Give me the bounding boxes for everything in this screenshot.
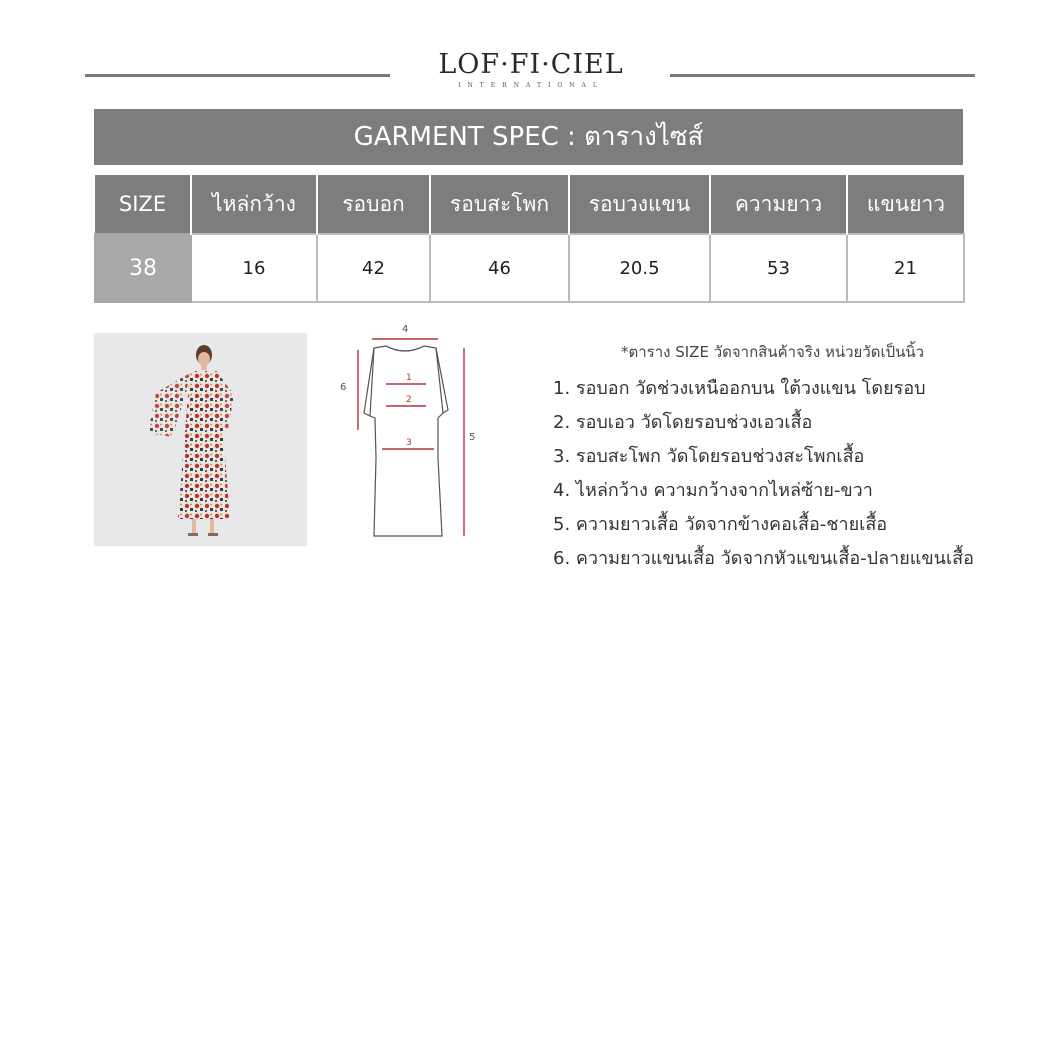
brand-logo (420, 50, 642, 89)
cell-length: 53 (710, 234, 847, 302)
column-header-armhole: รอบวงแขน (569, 175, 710, 234)
table-row (95, 234, 964, 302)
header-rule-right (670, 74, 975, 77)
note-item-waist: 2. รอบเอว วัดโดยรอบช่วงเอวเสื้อ (553, 412, 813, 433)
product-photo (94, 333, 307, 546)
diagram-label-6: 6 (340, 382, 347, 393)
measurement-diagram (330, 318, 490, 548)
cell-hip: 46 (430, 234, 569, 302)
model-illustration (94, 333, 307, 546)
diagram-label-5: 5 (469, 432, 476, 443)
note-item-length: 5. ความยาวเสื้อ วัดจากข้างคอเสื้อ-ชายเสื้อ (553, 514, 888, 535)
diagram-label-1: 1 (406, 373, 412, 383)
diagram-label-4: 4 (402, 324, 409, 335)
cell-armhole: 20.5 (569, 234, 710, 302)
cell-chest: 42 (317, 234, 430, 302)
size-table (94, 175, 965, 303)
column-header-length: ความยาว (710, 175, 847, 234)
notes-header: *ตาราง SIZE วัดจากสินค้าจริง หน่วยวัดเป็นนิ้ว (621, 343, 925, 361)
cell-shoulder: 16 (191, 234, 317, 302)
column-header-hip: รอบสะโพก (430, 175, 569, 234)
table-header-row (95, 175, 964, 234)
cell-size: 38 (95, 234, 191, 302)
header-rule-left (85, 74, 390, 77)
note-item-sleeve: 6. ความยาวแขนเสื้อ วัดจากหัวแขนเสื้อ-ปลายแขนเสื้อ (553, 548, 974, 569)
note-item-chest: 1. รอบอก วัดช่วงเหนืออกบน ใต้วงแขน โดยรอบ (553, 378, 926, 399)
page-title: GARMENT SPEC : ตารางไซส์ (94, 109, 963, 165)
brand-subtitle: INTERNATIONAL (458, 82, 604, 89)
diagram-label-3: 3 (406, 438, 412, 448)
column-header-chest: รอบอก (317, 175, 430, 234)
column-header-shoulder: ไหล่กว้าง (191, 175, 317, 234)
column-header-size: SIZE (95, 175, 191, 234)
note-item-hip: 3. รอบสะโพก วัดโดยรอบช่วงสะโพกเสื้อ (553, 446, 865, 467)
note-item-shoulder: 4. ไหล่กว้าง ความกว้างจากไหล่ซ้าย-ขวา (553, 480, 873, 501)
measurement-notes (553, 340, 993, 576)
cell-sleeve-length: 21 (847, 234, 964, 302)
diagram-label-2: 2 (406, 395, 412, 405)
column-header-sleeve-length: แขนยาว (847, 175, 964, 234)
brand-name: LOF·FI·CIEL (438, 49, 624, 80)
